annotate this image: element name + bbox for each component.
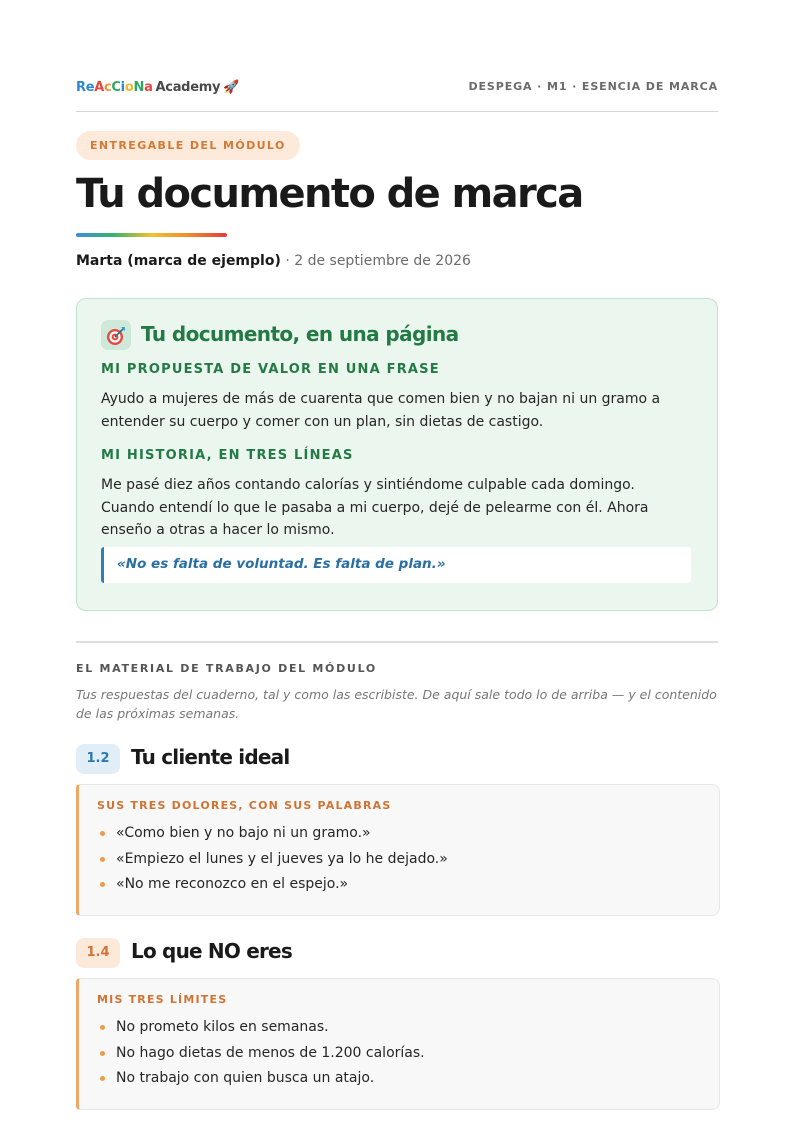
- value-proposition-label: MI PROPUESTA DE VALOR EN UNA FRASE: [101, 362, 440, 377]
- logo-letter: c: [104, 80, 112, 95]
- value-proposition-text: Ayudo a mujeres de más de cuarenta que comen bien y no bajan ni un gramo a entender su cuerpo y comer con un plan, sin dietas de castigo.: [101, 391, 661, 430]
- logo-letter: i: [120, 80, 125, 95]
- card-label: SUS TRES DOLORES, CON SUS PALABRAS: [97, 799, 392, 812]
- pain-points-card: [76, 784, 720, 916]
- list-item: No hago dietas de menos de 1.200 calorías.: [97, 1041, 425, 1067]
- logo-letter: R: [76, 80, 86, 95]
- pain-points-list: [97, 821, 448, 898]
- brand-logo: [76, 80, 239, 95]
- limits-card: [76, 978, 720, 1110]
- logo-letter: a: [144, 80, 153, 95]
- document-date: 2 de septiembre de 2026: [294, 253, 471, 269]
- section-number: 1.4: [76, 938, 120, 968]
- page-title: Tu documento de marca: [76, 171, 583, 217]
- rainbow-underline: [76, 233, 227, 237]
- material-description: Tus respuestas del cuaderno, tal y como las escribiste. De aquí sale todo lo de arriba — y el contenido de las próximas semanas.: [76, 687, 717, 721]
- logo-letter: o: [124, 80, 134, 95]
- section-divider: [76, 641, 718, 643]
- logo-letter: C: [111, 80, 121, 95]
- page-header: [76, 78, 718, 100]
- list-item: «No me reconozco en el espejo.»: [97, 872, 448, 898]
- breadcrumb: DESPEGA · M1 · ESENCIA DE MARCA: [468, 80, 718, 93]
- logo-suffix: Academy: [155, 80, 221, 95]
- document-meta: [76, 253, 471, 269]
- list-item: «Como bien y no bajo ni un gramo.»: [97, 821, 448, 847]
- section-title: Tu cliente ideal: [131, 745, 290, 769]
- material-label: EL MATERIAL DE TRABAJO DEL MÓDULO: [76, 662, 377, 675]
- story-label: MI HISTORIA, EN TRES LÍNEAS: [101, 448, 354, 463]
- summary-title: Tu documento, en una página: [141, 322, 459, 346]
- deliverable-badge: ENTREGABLE DEL MÓDULO: [76, 131, 300, 160]
- limits-list: [97, 1015, 425, 1092]
- rocket-icon: 🚀: [223, 80, 240, 95]
- target-icon: [101, 320, 131, 350]
- section-number: 1.2: [76, 744, 120, 774]
- logo-letter: e: [85, 80, 95, 95]
- brand-quote: [101, 547, 691, 583]
- list-item: No trabajo con quien busca un atajo.: [97, 1066, 425, 1092]
- logo-letter: N: [133, 80, 145, 95]
- logo-wordmark: [76, 80, 153, 95]
- section-title: Lo que NO eres: [131, 939, 292, 963]
- story-text: Me pasé diez años contando calorías y sintiéndome culpable cada domingo. Cuando entendí lo que le pasaba a mi cuerpo, dejé de pelearme con él. Ahora enseño a otras a hacer lo mismo.: [101, 477, 649, 538]
- list-item: No prometo kilos en semanas.: [97, 1015, 425, 1041]
- list-item: «Empiezo el lunes y el jueves ya lo he dejado.»: [97, 847, 448, 873]
- logo-letter: A: [94, 80, 105, 95]
- summary-card: [76, 298, 718, 611]
- header-divider: [76, 111, 718, 112]
- card-label: MIS TRES LÍMITES: [97, 993, 228, 1006]
- author-name: Marta (marca de ejemplo): [76, 253, 281, 269]
- meta-separator: ·: [285, 253, 290, 269]
- quote-text: «No es falta de voluntad. Es falta de plan.»: [117, 556, 446, 572]
